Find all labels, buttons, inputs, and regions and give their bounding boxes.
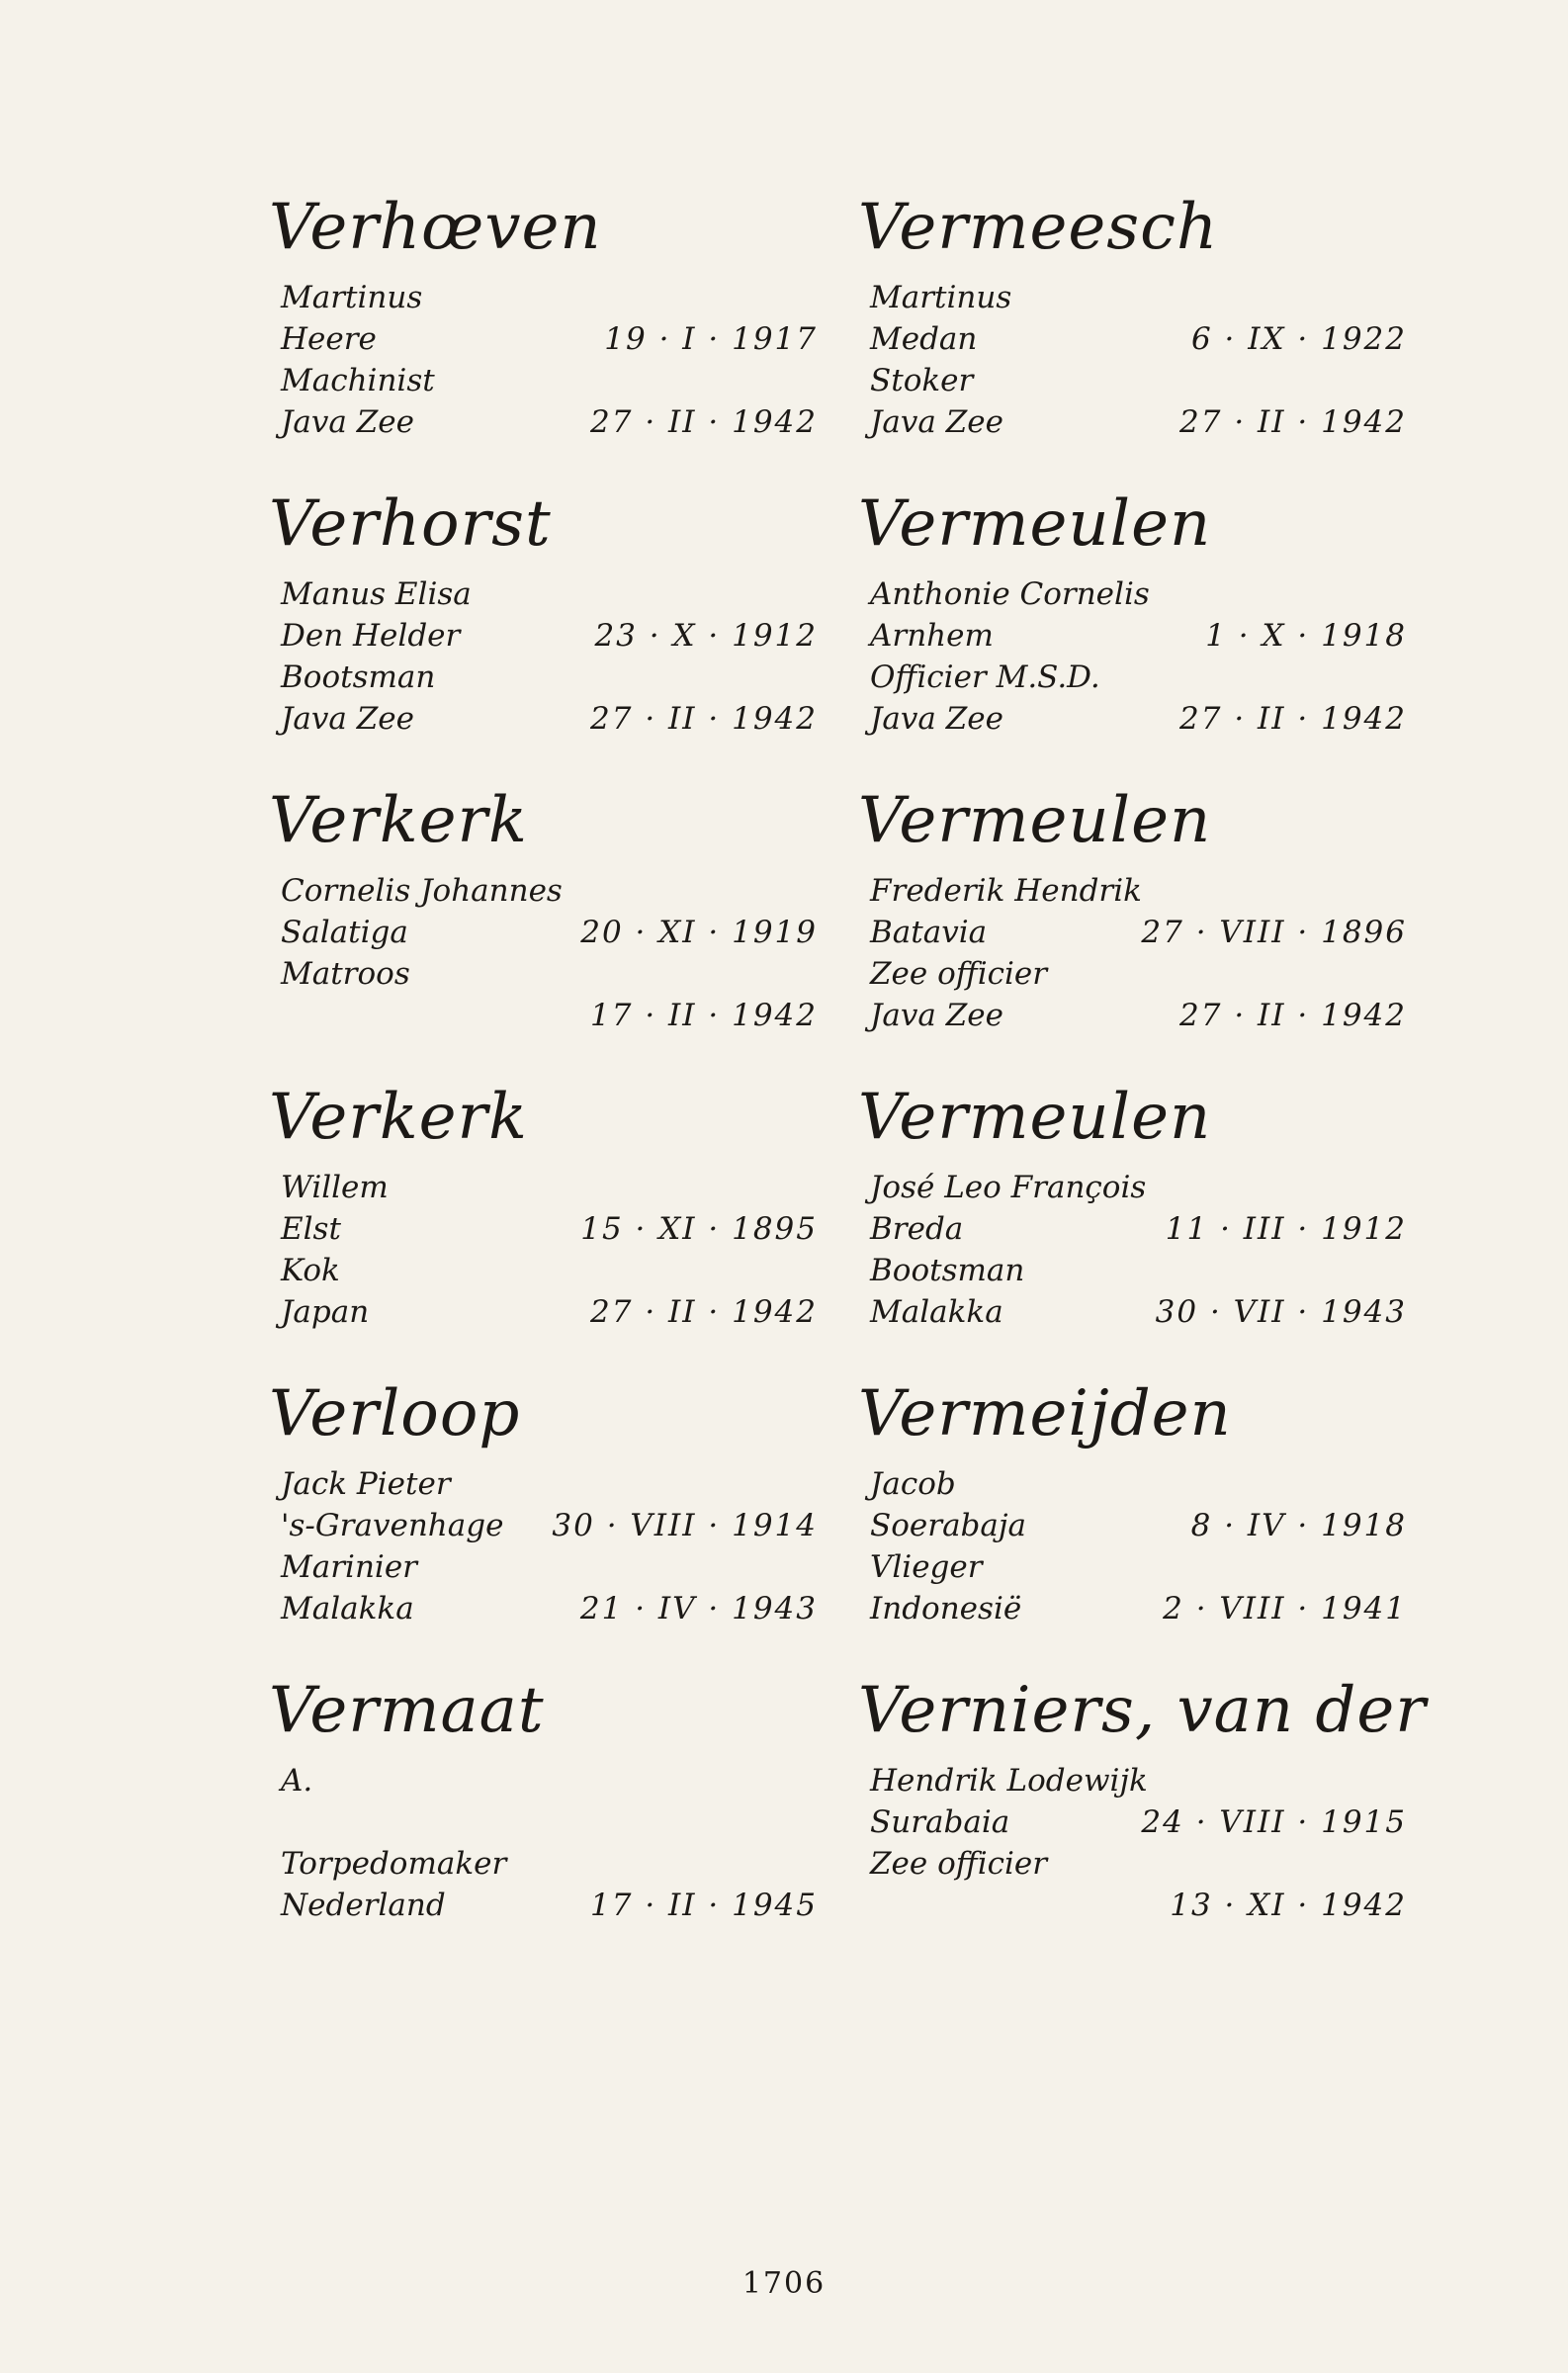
- given-names: Anthonie Cornelis: [870, 576, 1150, 612]
- given-names: José Leo François: [870, 1170, 1147, 1205]
- entry-line: [269, 870, 818, 912]
- entry-line: [858, 318, 1407, 360]
- place-of-death: Java Zee: [281, 404, 414, 440]
- surname: Vermeulen: [858, 1081, 1212, 1154]
- given-names: Jacob: [870, 1466, 956, 1502]
- entry-line: [269, 1291, 818, 1333]
- surname: Verniers, van der: [858, 1674, 1427, 1747]
- name-entry: [269, 781, 818, 1078]
- birth-date: 1 · X · 1918: [1205, 618, 1407, 654]
- entry-line: [858, 1291, 1407, 1333]
- entry-line: [858, 1546, 1407, 1588]
- death-date: 2 · VIII · 1941: [1163, 1591, 1407, 1626]
- given-names: Manus Elisa: [281, 576, 472, 612]
- entry-line: [269, 360, 818, 401]
- place-of-death: Java Zee: [281, 701, 414, 737]
- rank: Torpedomaker: [281, 1846, 507, 1882]
- entry-line: [858, 698, 1407, 740]
- death-date: 27 · II · 1942: [590, 1294, 818, 1330]
- entry-line: [858, 401, 1407, 443]
- right-column: [858, 188, 1427, 1968]
- death-date: 17 · II · 1945: [590, 1888, 818, 1923]
- given-names: Martinus: [870, 280, 1012, 315]
- birth-date: 6 · IX · 1922: [1190, 321, 1407, 357]
- entry-line: [858, 953, 1407, 995]
- entry-line: [858, 1208, 1407, 1250]
- name-entry: [858, 781, 1407, 1078]
- entry-line: [269, 657, 818, 698]
- entry-line: [269, 953, 818, 995]
- entry-line: [858, 1167, 1407, 1208]
- entry-line: [269, 1802, 818, 1843]
- entry-line: [858, 1250, 1407, 1291]
- birthplace: Medan: [870, 321, 978, 357]
- name-entry: [269, 1078, 818, 1374]
- name-entry: [858, 1671, 1427, 1968]
- entry-line: [269, 1167, 818, 1208]
- surname: Vermeulen: [858, 784, 1212, 857]
- given-names: Jack Pieter: [281, 1466, 451, 1502]
- rank: Zee officier: [870, 956, 1048, 992]
- birthplace: Salatiga: [281, 915, 408, 950]
- entry-line: [269, 1588, 818, 1629]
- entry-line: [269, 1885, 818, 1926]
- entry-line: [858, 657, 1407, 698]
- given-names: Willem: [281, 1170, 389, 1205]
- entry-line: [269, 1463, 818, 1505]
- death-date: 27 · II · 1942: [1179, 404, 1407, 440]
- entry-line: [858, 1885, 1407, 1926]
- name-entry: [858, 188, 1407, 484]
- birth-date: 19 · I · 1917: [604, 321, 818, 357]
- rank: Officier M.S.D.: [870, 659, 1100, 695]
- place-of-death: Java Zee: [870, 998, 1003, 1033]
- death-date: 13 · XI · 1942: [1170, 1888, 1407, 1923]
- death-date: 27 · II · 1942: [1179, 701, 1407, 737]
- rank: Zee officier: [870, 1846, 1048, 1882]
- name-entry: [269, 1671, 818, 1968]
- entry-line: [269, 995, 818, 1036]
- death-date: 27 · II · 1942: [590, 404, 818, 440]
- rank: Vlieger: [870, 1549, 983, 1585]
- entry-line: [269, 1760, 818, 1802]
- entry-line: [858, 1843, 1407, 1885]
- birthplace: Heere: [281, 321, 377, 357]
- place-of-death: Indonesië: [870, 1591, 1022, 1626]
- birthplace: Den Helder: [281, 618, 461, 654]
- death-date: 27 · II · 1942: [1179, 998, 1407, 1033]
- entry-line: [269, 912, 818, 953]
- surname: Verloop: [269, 1377, 521, 1450]
- name-entry: [269, 1374, 818, 1671]
- entry-line: [858, 995, 1407, 1036]
- rank: Bootsman: [870, 1253, 1025, 1288]
- surname: Verhorst: [269, 487, 552, 561]
- surname: Vermaat: [269, 1674, 545, 1747]
- rank: Matroos: [281, 956, 410, 992]
- name-entry: [269, 484, 818, 781]
- rank: Machinist: [281, 363, 435, 398]
- place-of-death: Nederland: [281, 1888, 446, 1923]
- surname: Vermeesch: [858, 191, 1219, 264]
- birth-date: 24 · VIII · 1915: [1141, 1804, 1407, 1840]
- place-of-death: Malakka: [870, 1294, 1003, 1330]
- death-date: 30 · VII · 1943: [1155, 1294, 1407, 1330]
- rank: Marinier: [281, 1549, 418, 1585]
- place-of-death: Malakka: [281, 1591, 414, 1626]
- birth-date: 27 · VIII · 1896: [1141, 915, 1407, 950]
- entry-line: [858, 573, 1407, 615]
- entry-line: [858, 1588, 1407, 1629]
- birth-date: 11 · III · 1912: [1165, 1211, 1407, 1247]
- left-column: [269, 188, 818, 1968]
- surname: Verkerk: [269, 784, 528, 857]
- entry-line: [269, 1843, 818, 1885]
- entry-line: [858, 1505, 1407, 1546]
- birth-date: 30 · VIII · 1914: [552, 1508, 818, 1543]
- entry-line: [858, 1463, 1407, 1505]
- surname: Vermeijden: [858, 1377, 1232, 1450]
- given-names: Frederik Hendrik: [870, 873, 1142, 909]
- birthplace: Soerabaja: [870, 1508, 1026, 1543]
- place-of-death: Japan: [281, 1294, 370, 1330]
- entry-line: [269, 401, 818, 443]
- death-date: 17 · II · 1942: [590, 998, 818, 1033]
- entry-line: [858, 615, 1407, 657]
- place-of-death: Java Zee: [870, 404, 1003, 440]
- given-names: Hendrik Lodewijk: [870, 1763, 1148, 1799]
- page-number: 1706: [741, 2266, 827, 2301]
- given-names: Martinus: [281, 280, 423, 315]
- surname: Verhœven: [269, 191, 602, 264]
- birth-date: 15 · XI · 1895: [580, 1211, 818, 1247]
- name-entry: [858, 484, 1407, 781]
- entry-line: [858, 277, 1407, 318]
- entry-line: [269, 318, 818, 360]
- rank: Stoker: [870, 363, 974, 398]
- surname: Vermeulen: [858, 487, 1212, 561]
- entry-line: [269, 1208, 818, 1250]
- name-entry: [269, 188, 818, 484]
- name-entry: [858, 1078, 1407, 1374]
- entry-line: [858, 912, 1407, 953]
- birthplace: Batavia: [870, 915, 988, 950]
- rank: Kok: [281, 1253, 340, 1288]
- birthplace: Breda: [870, 1211, 964, 1247]
- entry-line: [269, 1546, 818, 1588]
- entry-line: [858, 360, 1407, 401]
- given-names: Cornelis Johannes: [281, 873, 563, 909]
- entry-line: [269, 1505, 818, 1546]
- entry-line: [858, 870, 1407, 912]
- birth-date: 20 · XI · 1919: [580, 915, 818, 950]
- rank: Bootsman: [281, 659, 436, 695]
- place-of-death: Java Zee: [870, 701, 1003, 737]
- death-date: 21 · IV · 1943: [579, 1591, 818, 1626]
- death-date: 27 · II · 1942: [590, 701, 818, 737]
- entry-line: [269, 277, 818, 318]
- birth-date: 23 · X · 1912: [594, 618, 818, 654]
- birthplace: Surabaia: [870, 1804, 1010, 1840]
- birthplace: 's-Gravenhage: [281, 1508, 504, 1543]
- birthplace: Arnhem: [870, 618, 994, 654]
- birth-date: 8 · IV · 1918: [1190, 1508, 1407, 1543]
- entry-line: [269, 698, 818, 740]
- entry-line: [269, 615, 818, 657]
- surname: Verkerk: [269, 1081, 528, 1154]
- birthplace: Elst: [281, 1211, 341, 1247]
- entry-line: [858, 1802, 1407, 1843]
- entry-line: [269, 573, 818, 615]
- entry-line: [858, 1760, 1407, 1802]
- given-names: A.: [281, 1763, 313, 1799]
- name-entry: [858, 1374, 1407, 1671]
- entry-line: [269, 1250, 818, 1291]
